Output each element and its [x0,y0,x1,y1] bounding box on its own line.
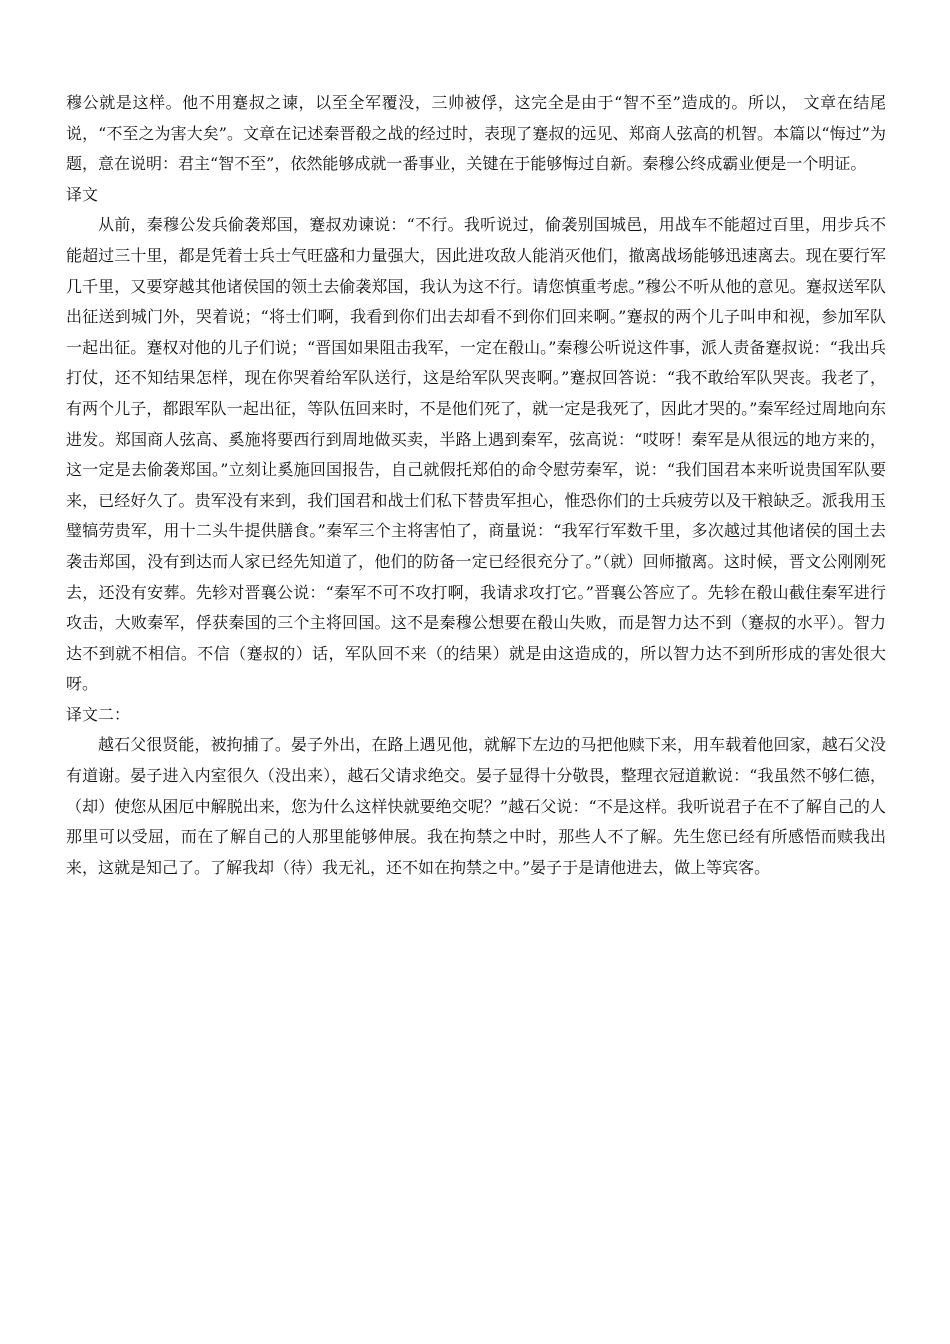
translation2-paragraph: 越石父很贤能，被拘捕了。晏子外出，在路上遇见他，就解下左边的马把他赎下来，用车载着他回家，越石父没有道谢。晏子进入内室很久（没出来），越石父请求绝交。晏子显得十分敬畏，整理衣冠道歉说：“我虽然不够仁德，（却）使您从困厄中解脱出来，您为什么这样快就要绝交呢？”越石父说：“不是这样。我听说君子在不了解自己的人那里可以受屈，而在了解自己的人那里能够伸展。我在拘禁之中时，那些人不了解。先生您已经有所感悟而赎我出来，这就是知己了。了解我却（待）我无礼，还不如在拘禁之中。”晏子于是请他进去，做上等宾客。 [66,735,886,877]
intro-paragraph: 穆公就是这样。他不用蹇叔之谏，以至全军覆没，三帅被俘，这完全是由于“智不至”造成的。所以， 文章在结尾说，“不至之为害大矣”。文章在记述秦晋殽之战的经过时，表现了蹇叔的远见、郑商人弦高的机智。本篇以“悔过”为题，意在说明：君主“智不至”，依然能够成就一番事业，关键在于能够悔过自新。秦穆公终成霸业便是一个明证。 [66,93,886,174]
translation2-heading: 译文二： [66,704,131,724]
translation-heading: 译文 [66,184,99,204]
translation-paragraph: 从前，秦穆公发兵偷袭郑国，蹇叔劝谏说：“不行。我听说过，偷袭别国城邑，用战车不能超过百里，用步兵不能超过三十里，都是凭着士兵士气旺盛和力量强大，因此进攻敌人能消灭他们，撤离战场能够迅速离去。现在要行军几千里，又要穿越其他诸侯国的领土去偷袭郑国，我认为这不行。请您慎重考虑。”穆公不听从他的意见。蹇叔送军队出征送到城门外，哭着说；“将士们啊，我看到你们出去却看不到你们回来啊。”蹇叔的两个儿子叫申和视，参加军队一起出征。蹇权对他的儿子们说；“晋国如果阻击我军，一定在殽山。”秦穆公听说这件事，派人责备蹇叔说：“我出兵打仗，还不知结果怎样，现在你哭着给军队送行，这是给军队哭丧啊。”蹇叔回答说：“我不敢给军队哭丧。我老了，有两个儿子，都跟军队一起出征，等队伍回来时，不是他们死了，就一定是我死了，因此才哭的。”秦军经过周地向东进发。郑国商人弦高、奚施将要西行到周地做买卖，半路上遇到秦军，弦高说：“哎呀！秦军是从很远的地方来的，这一定是去偷袭郑国。”立刻让奚施回国报告，自己就假托郑伯的命令慰劳秦军，说：“我们国君本来听说贵国军队要来，已经好久了。贵军没有来到，我们国君和战士们私下替贵军担心，惟恐你们的士兵疲劳以及干粮缺乏。派我用玉璧犒劳贵军，用十二头牛提供膳食。”秦军三个主将害怕了，商量说：“我军行军数千里，多次越过其他诸侯的国土去袭击郑国，没有到达而人家已经先知道了，他们的防备一定已经很充分了。”（就）回师撤离。这时候，晋文公刚刚死去，还没有安葬。先轸对晋襄公说：“秦军不可不攻打啊，我请求攻打它。”晋襄公答应了。先轸在殽山截住秦军进行攻击，大败秦军，俘获秦国的三个主将回国。这不是秦穆公想要在殽山失败，而是智力达不到（蹇叔的水平）。智力达不到就不相信。不信（蹇叔的）话，军队回不来（的结果）就是由这造成的，所以智力达不到所形成的害处很大呀。 [66,215,886,694]
document-page [66,88,886,883]
